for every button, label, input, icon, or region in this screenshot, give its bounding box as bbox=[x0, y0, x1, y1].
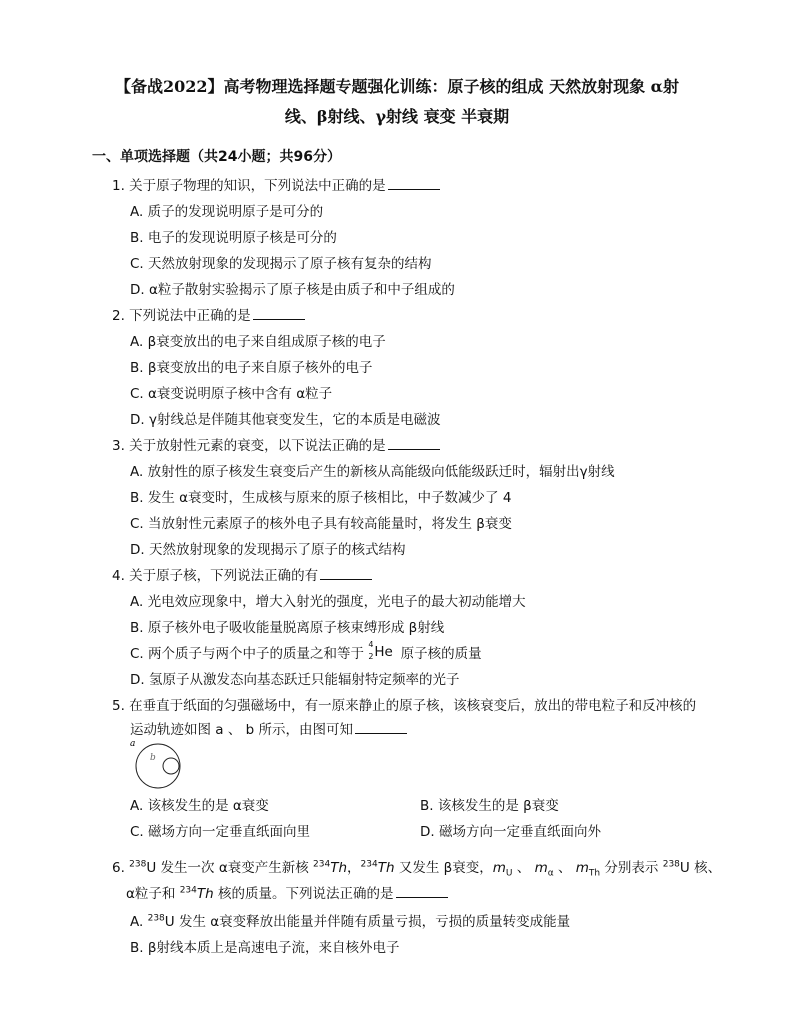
track-a-label: a bbox=[130, 740, 136, 749]
question-6-stem-line2: α粒子和 $^{234}$Th 核的质量。下列说法正确的是 bbox=[126, 882, 448, 902]
question-1-option-b[interactable]: B. 电子的发现说明原子核是可分的 bbox=[130, 230, 337, 246]
trajectory-figure bbox=[126, 740, 196, 790]
question-6-stem-line1: 6. $^{238}$U 发生一次 α衰变产生新核 $^{234}$Th，$^{234}$Th 又发生 β衰变，$m_U$ 、 $m_\alpha$ 、 $m_{Th}$ 分别表示 $^{238}$U 核、 bbox=[112, 859, 722, 879]
question-3-option-c[interactable]: C. 当放射性元素原子的核外电子具有较高能量时，将发生 β衰变 bbox=[130, 516, 512, 532]
page-title-line1: 【备战2022】高考物理选择题专题强化训练：原子核的组成 天然放射现象 α射 bbox=[115, 77, 679, 96]
question-4-option-d[interactable]: D. 氢原子从激发态向基态跃迁只能辐射特定频率的光子 bbox=[130, 672, 460, 688]
question-1-option-d[interactable]: D. α粒子散射实验揭示了原子核是由质子和中子组成的 bbox=[130, 282, 455, 298]
question-1-option-a[interactable]: A. 质子的发现说明原子是可分的 bbox=[130, 204, 324, 220]
question-5-option-c[interactable]: C. 磁场方向一定垂直纸面向里 bbox=[130, 824, 311, 840]
question-3-option-a[interactable]: A. 放射性的原子核发生衰变后产生的新核从高能级向低能级跃迁时，辐射出γ射线 bbox=[130, 464, 615, 480]
track-a-circle bbox=[136, 744, 180, 788]
page-title-line2: 线、β射线、γ射线 衰变 半衰期 bbox=[284, 107, 510, 126]
question-2-option-c[interactable]: C. α衰变说明原子核中含有 α粒子 bbox=[130, 386, 333, 402]
question-6-option-a[interactable]: A. $^{238}$U 发生 α衰变释放出能量并伴随有质量亏损，亏损的质量转变成能量 bbox=[130, 913, 571, 930]
question-5-option-b[interactable]: B. 该核发生的是 β衰变 bbox=[420, 798, 559, 814]
question-1-option-c[interactable]: C. 天然放射现象的发现揭示了原子核有复杂的结构 bbox=[130, 256, 432, 272]
question-3-option-b[interactable]: B. 发生 α衰变时，生成核与原来的原子核相比，中子数减少了 4 bbox=[130, 490, 512, 506]
question-2-option-d[interactable]: D. γ射线总是伴随其他衰变发生，它的本质是电磁波 bbox=[130, 412, 441, 428]
answer-blank[interactable] bbox=[320, 567, 372, 580]
question-4-stem: 4. 关于原子核，下列说法正确的有 bbox=[112, 564, 372, 584]
answer-blank[interactable] bbox=[253, 307, 305, 320]
question-2-stem: 2. 下列说法中正确的是 bbox=[112, 304, 305, 324]
answer-blank[interactable] bbox=[388, 177, 440, 190]
question-5-option-a[interactable]: A. 该核发生的是 α衰变 bbox=[130, 798, 269, 814]
question-3-option-d[interactable]: D. 天然放射现象的发现揭示了原子的核式结构 bbox=[130, 542, 406, 558]
question-4-option-c[interactable]: C. 两个质子与两个中子的质量之和等于 4 2 He 原子核的质量 bbox=[130, 640, 482, 662]
question-6-option-b[interactable]: B. β射线本质上是高速电子流，来自核外电子 bbox=[130, 940, 400, 956]
answer-blank[interactable] bbox=[396, 885, 448, 898]
answer-blank[interactable] bbox=[388, 437, 440, 450]
answer-blank[interactable] bbox=[355, 721, 407, 734]
track-b-circle bbox=[163, 758, 179, 774]
question-2-option-b[interactable]: B. β衰变放出的电子来自原子核外的电子 bbox=[130, 360, 373, 376]
question-3-stem: 3. 关于放射性元素的衰变，以下说法正确的是 bbox=[112, 434, 440, 454]
question-4-option-b[interactable]: B. 原子核外电子吸收能量脱离原子核束缚形成 β射线 bbox=[130, 620, 445, 636]
track-b-label: b bbox=[150, 753, 156, 763]
section-heading: 一、单项选择题（共24小题；共96分） bbox=[92, 149, 341, 165]
question-5-option-d[interactable]: D. 磁场方向一定垂直纸面向外 bbox=[420, 824, 601, 840]
helium-nuclide: 4 2 He bbox=[368, 640, 393, 661]
question-1-stem: 1. 关于原子物理的知识，下列说法中正确的是 bbox=[112, 174, 440, 194]
question-2-option-a[interactable]: A. β衰变放出的电子来自组成原子核的电子 bbox=[130, 334, 386, 350]
question-5-stem-line2: 运动轨迹如图 a 、 b 所示，由图可知 bbox=[130, 718, 407, 738]
question-5-stem-line1: 5. 在垂直于纸面的匀强磁场中，有一原来静止的原子核，该核衰变后，放出的带电粒子和反冲核的 bbox=[112, 698, 697, 714]
question-4-option-a[interactable]: A. 光电效应现象中，增大入射光的强度，光电子的最大初动能增大 bbox=[130, 594, 526, 610]
